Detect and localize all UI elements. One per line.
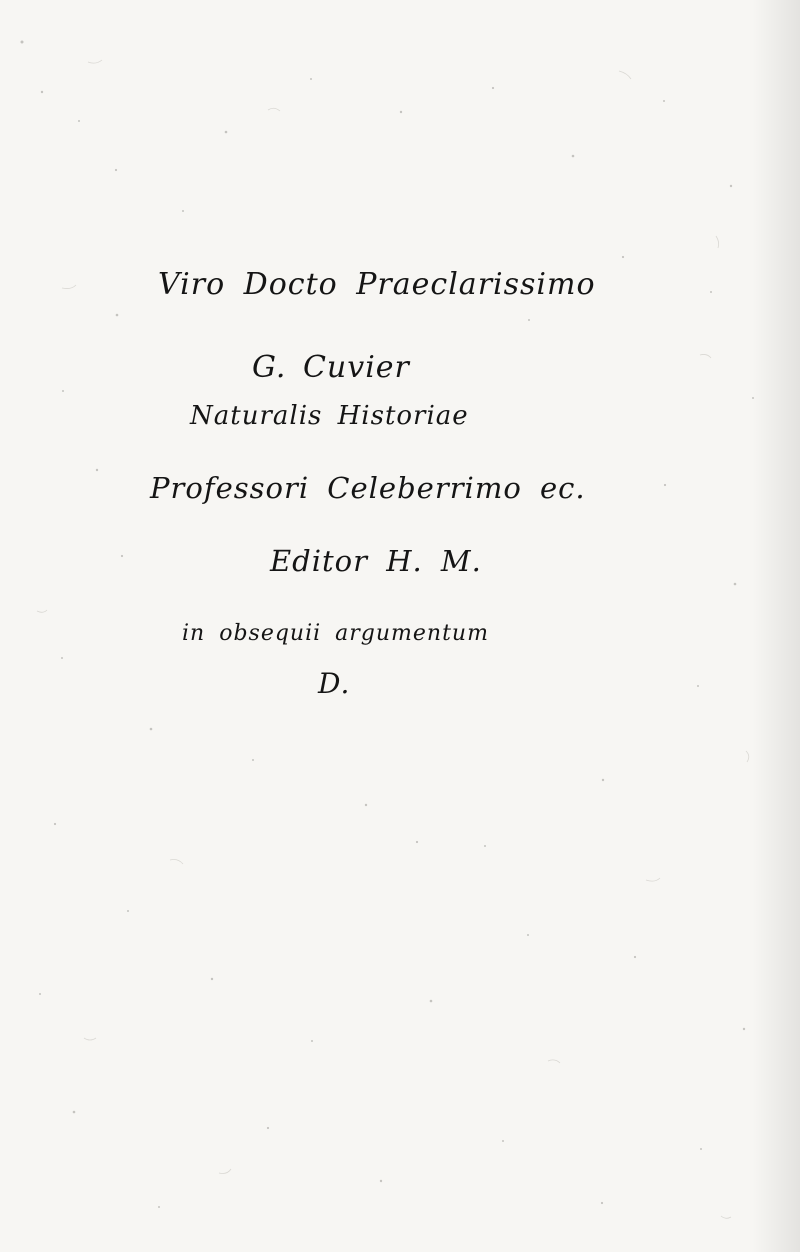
- page-edge-shadow: [752, 0, 800, 1252]
- inscription-line-3: Naturalis Historiae: [190, 401, 469, 431]
- inscription-line-6: in obsequii argumentum: [182, 621, 489, 646]
- inscription-line-2: G. Cuvier: [252, 350, 410, 385]
- inscription-line-1: Viro Docto Praeclarissimo: [158, 267, 596, 302]
- inscription-line-7: D.: [318, 667, 351, 700]
- inscription-line-5: Editor H. M.: [270, 544, 482, 578]
- inscription-line-4: Professori Celeberrimo ec.: [150, 471, 586, 505]
